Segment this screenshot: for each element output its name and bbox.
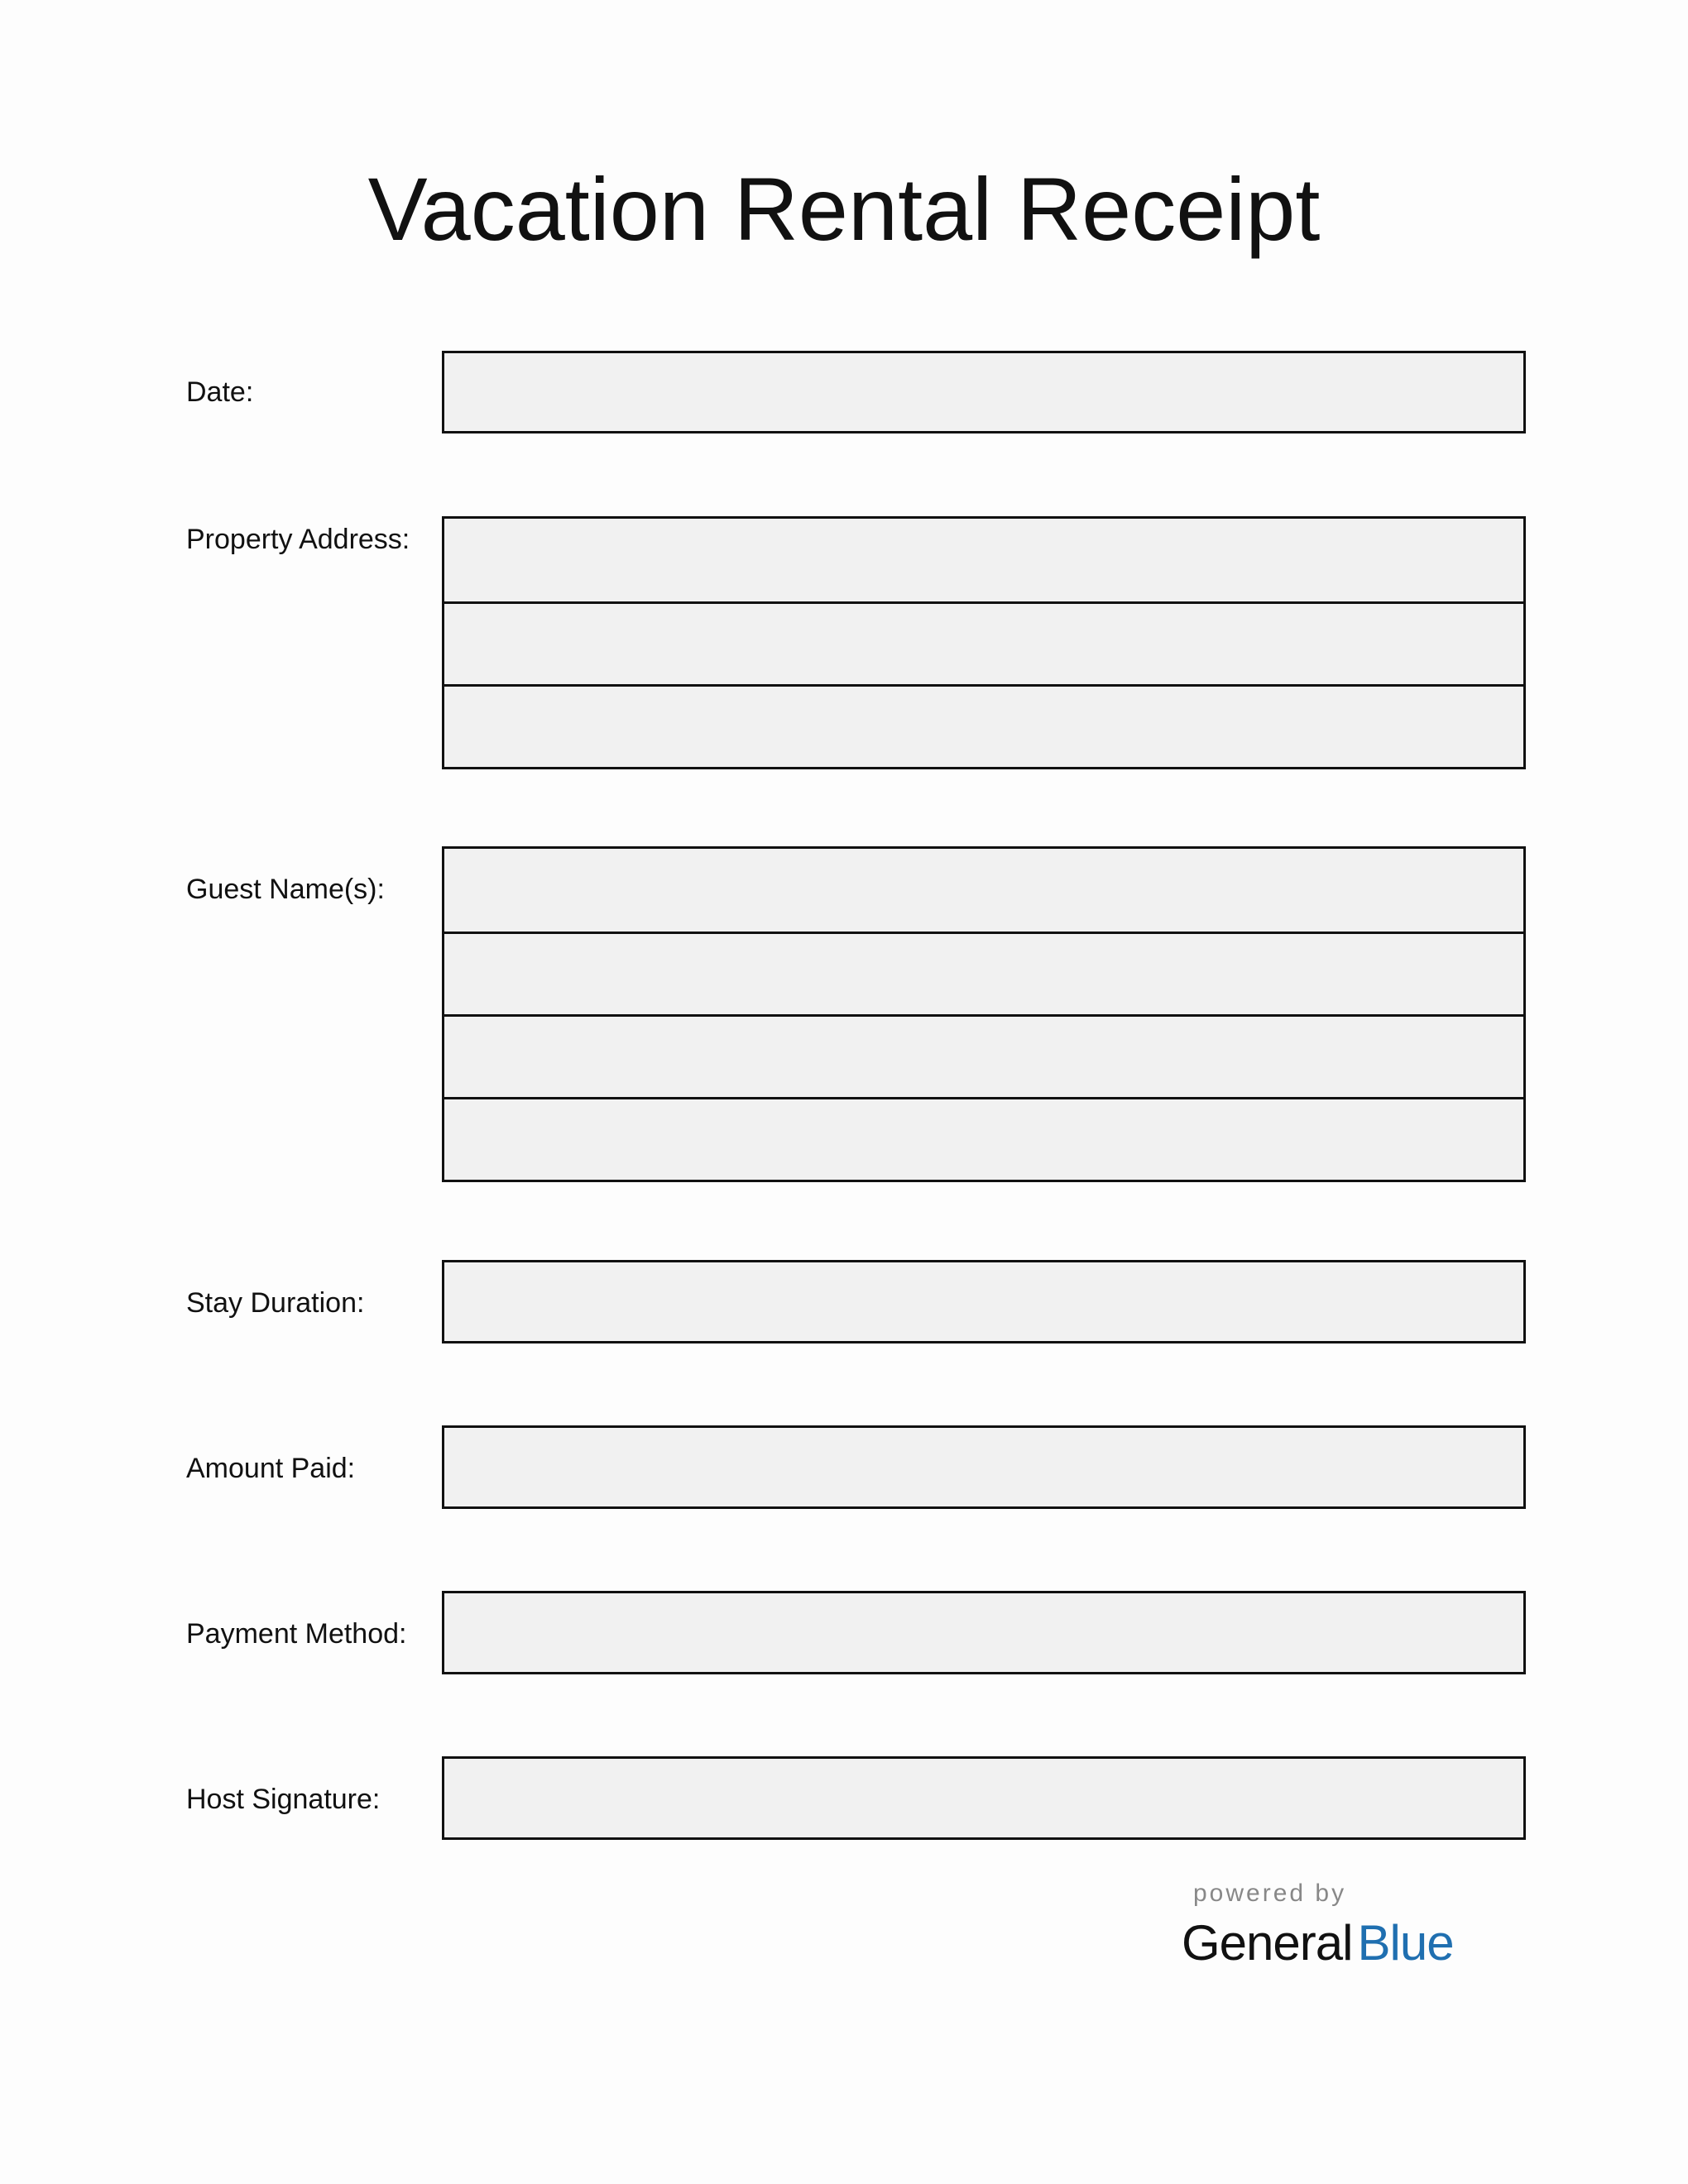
date-field[interactable] [442, 351, 1526, 433]
guest-name-line-1[interactable] [444, 849, 1523, 932]
host-signature-label: Host Signature: [186, 1784, 381, 1815]
date-label: Date: [186, 376, 254, 408]
property-address-label: Property Address: [186, 524, 410, 555]
guest-name-line-4[interactable] [444, 1097, 1523, 1180]
property-address-line-1[interactable] [444, 519, 1523, 601]
stay-duration-field[interactable] [442, 1260, 1526, 1343]
property-address-line-2[interactable] [444, 601, 1523, 684]
host-signature-field[interactable] [442, 1756, 1526, 1840]
amount-paid-label: Amount Paid: [186, 1453, 356, 1484]
payment-method-field[interactable] [442, 1591, 1526, 1674]
guest-names-label: Guest Name(s): [186, 874, 385, 905]
page-title: Vacation Rental Receipt [367, 159, 1321, 259]
powered-by-text: powered by [1193, 1880, 1347, 1907]
brand-general: General [1182, 1915, 1353, 1971]
guest-name-line-3[interactable] [444, 1014, 1523, 1097]
payment-method-label: Payment Method: [186, 1618, 407, 1650]
brand-blue: Blue [1357, 1915, 1454, 1971]
guest-names-field[interactable] [442, 846, 1526, 1182]
guest-name-line-2[interactable] [444, 932, 1523, 1014]
property-address-field[interactable] [442, 516, 1526, 769]
stay-duration-label: Stay Duration: [186, 1287, 365, 1319]
brand-logo [1182, 1914, 1454, 1972]
amount-paid-field[interactable] [442, 1425, 1526, 1509]
property-address-line-3[interactable] [444, 684, 1523, 767]
